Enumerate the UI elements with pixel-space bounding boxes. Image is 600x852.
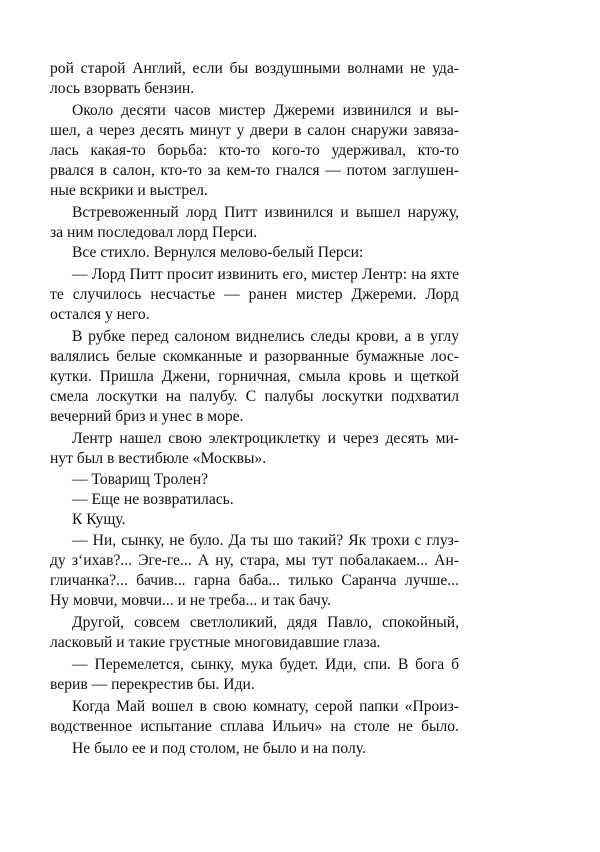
text-line: Встревоженный лорд Питт извинился и вышел наружу, bbox=[72, 204, 459, 221]
text-line: остался у него. bbox=[50, 306, 150, 323]
text-line: — Еще не возвратилась. bbox=[72, 491, 234, 508]
text-line: Около десяти часов мистер Джереми извинился и вы- bbox=[72, 102, 459, 119]
text-line: ные вскрики и выстрел. bbox=[50, 182, 208, 199]
text-line: смела лоскутки на палубу. С палубы лоскутки подхватил bbox=[50, 388, 459, 405]
text-line: вечерний бриз и унес в море. bbox=[50, 408, 244, 425]
text-line: — Ни, сынку, не було. Да ты шо такий? Як трохи с глуз- bbox=[72, 532, 459, 549]
text-line: — Перемелется, сынку, мука будет. Иди, спи. В бога б bbox=[72, 656, 459, 673]
text-line: Ну мовчи, мовчи... и не треба... и так бачу. bbox=[50, 592, 332, 609]
text-line: лось взорвать бензин. bbox=[50, 80, 195, 97]
text-line: Все стихло. Вернулся мелово-белый Перси: bbox=[72, 244, 364, 261]
text-line: ласковый и такие грустные многовидавшие глаза. bbox=[50, 634, 381, 651]
text-line: кутки. Пришла Джени, горничная, смыла кровь и щеткой bbox=[50, 368, 459, 385]
text-line: Когда Май вошел в свою комнату, серой папки «Произ- bbox=[72, 698, 459, 715]
text-line: рой старой Англий, если бы воздушными волнами не уда- bbox=[50, 60, 459, 77]
text-line: Другой, совсем светлоликий, дядя Павло, спокойный, bbox=[72, 614, 459, 631]
text-line: шел, а через десять минут у двери в салон снаружи завяза- bbox=[50, 122, 459, 139]
text-line: гличанка?... бачив... гарна баба... тилько Саранча лучше... bbox=[50, 572, 459, 589]
text-line: верив — перекрестив бы. Иди. bbox=[50, 676, 255, 693]
text-line: рвался в салон, кто-то за кем-то гнался — потом заглушен- bbox=[50, 162, 459, 179]
text-line: Лентр нашел свою электроциклетку и через десять ми- bbox=[72, 430, 459, 447]
text-line: В рубке перед салоном виднелись следы крови, а в углу bbox=[72, 328, 459, 345]
text-line: ду з‘ихав?... Эге-ге... А ну, стара, мы тут побалакаем... Ан- bbox=[50, 552, 459, 569]
text-line: — Лорд Питт просит извинить его, мистер Лентр: на яхте bbox=[72, 266, 459, 283]
text-line: К Кущу. bbox=[72, 511, 126, 528]
text-line: — Товарищ Тролен? bbox=[72, 471, 209, 488]
text-line: за ним последовал лорд Перси. bbox=[50, 224, 258, 241]
text-line: лась какая-то борьба: кто-то кого-то удерживал, кто-то bbox=[50, 142, 459, 159]
text-line: валялись белые скомканные и разорванные бумажные лос- bbox=[50, 348, 459, 365]
text-line: водственное испытание сплава Ильич» на столе не было. bbox=[50, 718, 459, 735]
text-line: нут был в вестибюле «Москвы». bbox=[50, 450, 267, 467]
text-line: те случилось несчастье — ранен мистер Джереми. Лорд bbox=[50, 286, 459, 303]
text-line: Не было ее и под столом, не было и на полу. bbox=[72, 740, 366, 757]
